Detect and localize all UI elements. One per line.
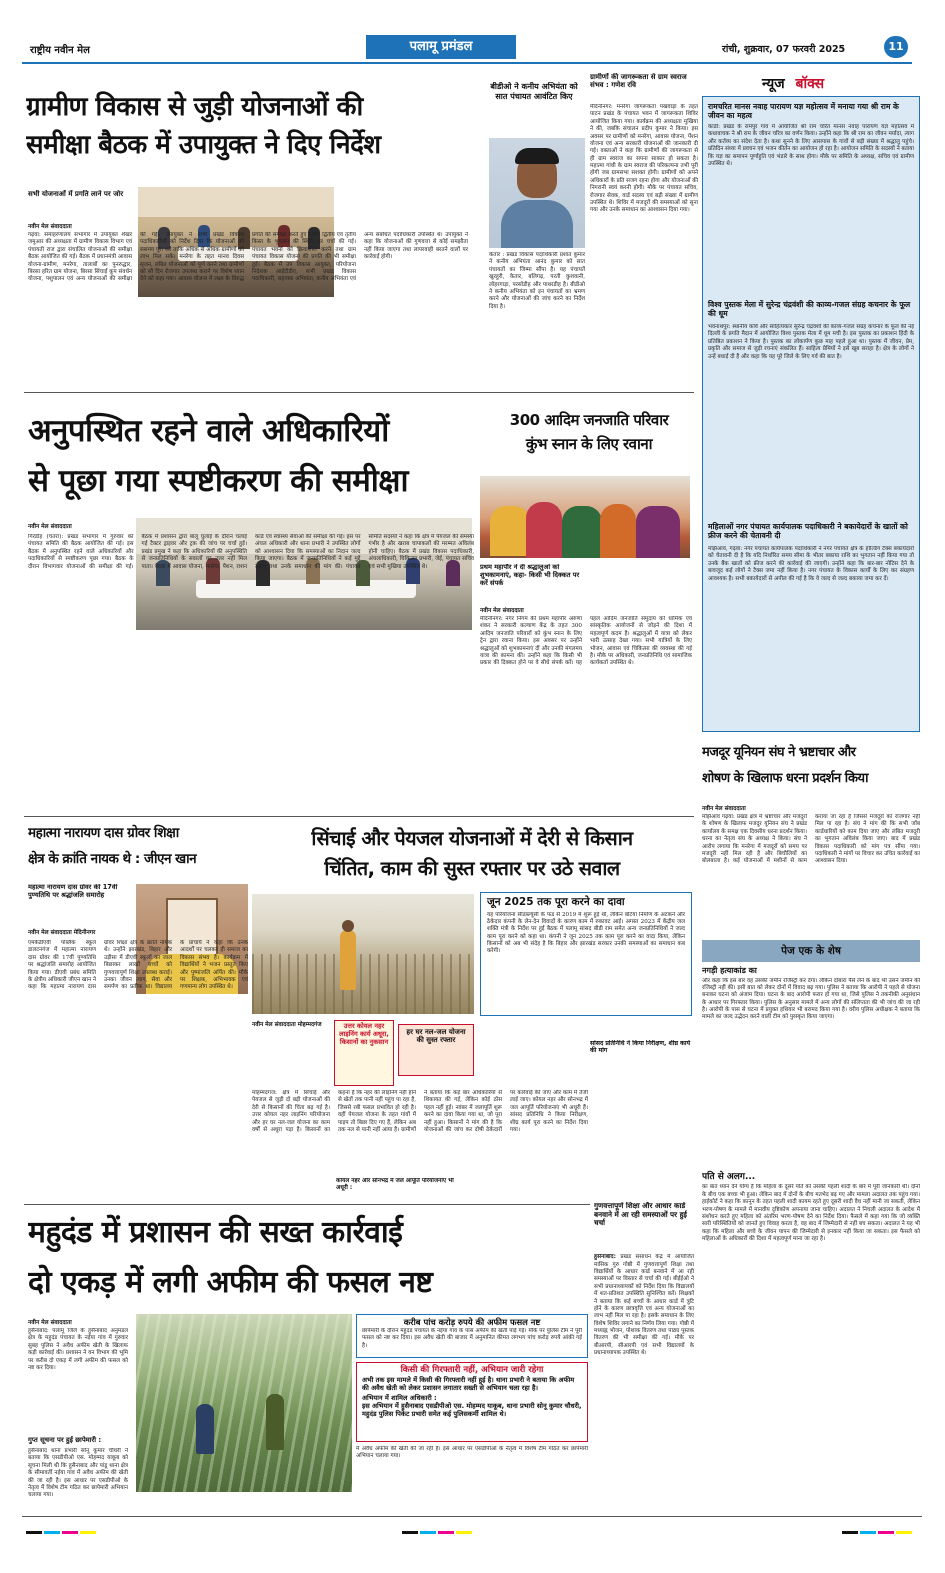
newsbox-item1-title: रामचरित मानस नवाह पारायण यज्ञ महोत्सव में मनाया गया श्री राम के जीवन का महत्व <box>708 102 899 121</box>
newsbox-item3-title: महिलाओं नगर पंचायत कार्यपालक पदाधिकारी ने बकायेदारों के खातों को फ्रीज करने की चेतावनी दी <box>708 522 908 541</box>
irrigation-body: मोहम्मदगंज: क्षेत्र में सिंचाई और पेयजल से जुड़ी दो बड़ी योजनाओं की देरी से किसानों की चिंता बढ़ गई है। उत्तर कोयल नहर लाइनिंग परियोजना और हर घर नल-जल योजना का काम वर्षों से अधूरा पड़ा है। किसानों का कहना है कि नहर की लाइनिंग नहीं होने से खेतों तक पानी नहीं पहुंच पा रहा है, जिससे रबी फसल प्रभावित हो रही है। वहीं पेयजल योजना के तहत गांवों में पाइप तो बिछा दिए गए हैं, लेकिन अब तक नल से पानी नहीं आया है। ग्रामीणों ने बताया कि कई बार अधिकारियों से शिकायत की गई, लेकिन कोई ठोस पहल नहीं हुई। नवंबर में जलापूर्ति शुरू करने का दावा किया गया था, जो पूरा नहीं हुआ। किसानों ने मांग की है कि योजनाओं की जांच कर दोषी ठेकेदारों पर कार्रवाई की जाए और काम में तेजी लाई जाए। कोयल नहर और सोनभद्र में जल आपूर्ति परियोजनाएं भी अधूरी हैं। सांसद प्रतिनिधि ने किया निरीक्षण, शीघ्र कार्य पूरा करने का निर्देश दिया गया। <box>252 1090 588 1133</box>
grover-kicker: महात्मा नारायण दास ग्रोवर की 17वीं पुण्यतिथि पर श्रद्धांजलि समारोह <box>28 884 118 899</box>
opium-headline <box>28 1208 590 1312</box>
irrigation-box-body: यह परियोजना सीडब्ल्यूसी के फंड से 2019 में शुरू हुई थी, लेकिन बंटिया निर्माण के अटकने और ठेकेदार कंपनी के लेन-देन विवादों के कारण काम में रुकावट आई। अगस्त 2023 में केंद्रीय जल शक्ति मंत्री के निर्देश पर हुई बैठक में पलामू सांसद बीडी राम समेत अन्य जनप्रतिनिधियों ने जल्द काम पूरा करने को कहा था। कंपनी ने जून 2025 तक काम पूरा करने का वादा किया, लेकिन किसानों को अब भी संदेह है कि बिहार और झारखंड सरकार उनकी समस्याओं का समाधान कब करेगी। <box>487 911 685 955</box>
opium-box-value-title: करीब पांच करोड़ रुपये की अफीम फसल नष्ट <box>403 1317 541 1327</box>
shesh-item1-title: नगड़ी हत्याकांड का <box>702 966 757 975</box>
education-body-text: प्रखंड संसाधन केंद्र में आयोजित मासिक गुरु गोष्ठी में गुणवत्तापूर्ण शिक्षा तथा विद्यार्थियों के आधार कार्ड बनवाने में आ रही समस्याओं पर विस्तार से चर्चा की गई। बीईईओ ने सभी प्रधानाध्यापकों को निर्देश दिया कि विद्यालयों में शत-प्रतिशत उपस्थिति सुनिश्चित करें। शिक्षकों ने बताया कि कई बच्चों के आधार कार्ड में त्रुटि होने के कारण छात्रवृत्ति एवं अन्य योजनाओं का लाभ नहीं मिल पा रहा है। इसके समाधान के लिए विशेष शिविर लगाने का निर्णय लिया गया। गोष्ठी में मध्याह्न भोजन, पोशाक वितरण तथा पाठ्य पुस्तक वितरण की भी समीक्षा की गई। मौके पर बीआरपी, सीआरपी एवं सभी विद्यालयों के प्रधानाध्यापक उपस्थित थे। <box>594 1254 694 1357</box>
union-headline <box>702 740 920 798</box>
opium-box-value-body: छापेमारी के दौरान महुदंड पंचायत के नईया गांव के पास अफीम की खेती पाई गई। मौके पर पुलिस टीम ने पूरी फसल को नष्ट कर दिया। इस अवैध खेती की बाजार में अनुमानित कीमत लगभग पांच करोड़ रुपये आंकी गई है। <box>362 1328 582 1349</box>
newsbox-item2-title: विश्व पुस्तक मेला में सुरेन्द्र चंद्रवंशी की काव्य-गजल संग्रह कचनार के फूल की धूम <box>708 300 911 319</box>
irrigation-info-box <box>480 892 692 1016</box>
opium-byline: नवीन मेल संवाददाता <box>28 1320 72 1326</box>
page-number: 11 <box>884 36 908 58</box>
story2-headline-line1: अनुपस्थित रहने वाले अधिकारियों <box>28 413 389 449</box>
irrigation-byline: नवीन मेल संवाददाता मोहम्मदगंज <box>252 1022 322 1028</box>
story2-headline <box>28 406 488 510</box>
newsbox-item1-body: कांडी: प्रखंड के रामपुर गांव में आयोजित श्री राम चरित मानस नवाह पारायण यज्ञ महोत्सव में कथावाचक ने श्री राम के जीवन चरित्र का वर्णन किया। उन्होंने कहा कि श्री राम का जीवन मर्यादा, त्याग और कर्तव्य का संदेश देता है। कथा सुनने के लिए आसपास के गांवों से बड़ी संख्या में श्रद्धालु पहुंचे। प्रतिदिन संध्या में प्रवचन एवं भजन कीर्तन का आयोजन हो रहा है। आयोजन समिति के सदस्यों ने बताया कि यज्ञ का समापन पूर्णाहुति एवं भंडारे के साथ होगा। मौके पर समिति के अध्यक्ष, सचिव एवं ग्रामीण उपस्थित थे। <box>708 124 914 167</box>
kumbh-byline: नवीन मेल संवाददाता <box>480 608 524 614</box>
divider-2 <box>24 816 694 817</box>
page-header <box>22 32 922 64</box>
newsbox-label-2: बॉक्स <box>795 76 825 92</box>
opium-body3: में अवैध अफीम की खेती की जा रही है। इस आधार पर एसडीपीओ के नेतृत्व में विशेष टीम गठित कर छापेमारी अभियान चलाया गया। <box>356 1446 588 1460</box>
masthead: राष्ट्रीय नवीन मेल <box>30 45 90 56</box>
irrigation-headline-line2: चिंतित, काम की सुस्त रफ्तार पर उठे सवाल <box>324 857 620 880</box>
opium-box-arrest-title: किसी की गिरफ्तारी नहीं, अभियान जारी रहेगा <box>400 1365 544 1375</box>
story1-headline-line2: समीक्षा बैठक में उपायुक्त ने दिए निर्देश <box>26 130 381 160</box>
story1-headline <box>26 88 476 168</box>
dateline: रांची, शुक्रवार, 07 फरवरी 2025 <box>722 44 846 55</box>
kumbh-group-photo <box>480 476 690 558</box>
shesh-item2-title: पति से अलग... <box>702 1171 756 1182</box>
divider-1 <box>24 392 694 393</box>
irrigation-headline <box>252 824 692 886</box>
irrigation-headline-line1: सिंचाई और पेयजल योजनाओं में देरी से किसान <box>311 827 633 850</box>
newsbox-label-1: न्यूज <box>762 76 785 92</box>
story1-headline-line1: ग्रामीण विकास से जुड़ी योजनाओं की <box>26 92 363 122</box>
irrigation-tag-mp: सांसद प्रतिनिधि ने किया निरीक्षण, शीघ्र कार्य की मांग <box>590 1040 691 1055</box>
opium-headline-line1: महुदंड में प्रशासन की सख्त कार्रवाई <box>28 1215 403 1250</box>
color-bar-right <box>842 1523 914 1534</box>
section-label: पलामू प्रमंडल <box>366 35 516 59</box>
union-byline: नवीन मेल संवाददाता <box>702 806 746 812</box>
opium-headline-line2: दो एकड़ में लगी अफीम की फसल नष्ट <box>28 1265 433 1300</box>
bdo-headline: बीडीओ ने कनीय अभियंता को सात पंचायत आवंटित किए <box>490 82 578 101</box>
gramsabha-headline: ग्रामीणों की जागरूकता से ग्राम स्वराज संभव : गणेश रवि <box>590 73 687 90</box>
irrigation-tag-canal: उत्तर कोयल नहर लाइनिंग कार्य अधूरा, किसानों का नुकसान <box>334 1020 394 1086</box>
newsbox-item2-body: भवनाथपुर: स्थानीय कवि और साहित्यकार सुरेन्द्र चंद्रवंशी की काव्य-गजल संग्रह कचनार के फूल की नई दिल्ली के प्रगति मैदान में आयोजित विश्व पुस्तक मेला में धूम मची है। इस पुस्तक का प्रकाशन हिंदी के प्रतिष्ठित प्रकाशन ने किया है। पुस्तक का लोकार्पण कुछ माह पहले हुआ था। पुस्तक में जीवन, प्रेम, प्रकृति और समाज से जुड़ी रचनाएं संकलित हैं। साहित्य प्रेमियों ने इसे खूब सराहा है। क्षेत्र के लोगों ने उन्हें बधाई दी है और कहा कि यह पूरे जिले के लिए गर्व की बात है। <box>708 324 914 360</box>
story2-byline: नवीन मेल संवाददाता <box>28 524 72 530</box>
kumbh-kicker: प्रथम महापौर ने दी श्रद्धालुओं को शुभकामनाएं, कहा- किसी भी दिक्कत पर करें संपर्क <box>480 564 580 587</box>
divider-3 <box>24 1204 590 1205</box>
newsbox-label <box>762 74 824 93</box>
opium-box-arrest <box>356 1362 588 1442</box>
page-footer <box>22 1516 922 1534</box>
opium-box-arrest-kicker: अभियान में शामिल अधिकारी : <box>362 1394 437 1403</box>
opium-body: हुसैनाबाद: पलामू जिले के हुसैनाबाद अनुमंडल क्षेत्र के महुदंड पंचायत के नईया गांव में गुरुवार सुबह पुलिस ने अवैध अफीम खेती के खिलाफ कड़ी कार्रवाई की। प्रशासन ने वन विभाग की भूमि पर करीब दो एकड़ में लगी अफीम की फसल को नष्ट कर दिया। <box>28 1328 128 1371</box>
union-headline-line1: मजदूर यूनियन संघ ने भ्रष्टाचार और <box>702 745 856 760</box>
page-shesh <box>702 940 920 1500</box>
education-body <box>594 1254 694 1502</box>
kumbh-headline-line2: कुंभ स्नान के लिए रवाना <box>525 435 653 453</box>
opium-body2: हुसैनाबाद थाना प्रभारी सोनू कुमार चौधरी ने बताया कि एसडीपीओ एस. मोहम्मद याकूब को सूचना मिली थी कि हुसैनाबाद और पांडू थाना क्षेत्र के सीमावर्ती नईया गांव में अवैध अफीम की खेती की जा रही है। इस आधार पर एसडीपीओ के नेतृत्व में विशेष टीम गठित कर छापेमारी अभियान चलाया गया। <box>28 1448 128 1499</box>
irrigation-tag-nal-jal: हर घर नल-जल योजना की सुस्त रफ्तार <box>398 1024 474 1076</box>
story1-body: गढ़वा: समाहरणालय सभागार में उपायुक्त शेखर जमुआर की अध्यक्षता में ग्रामीण विकास विभाग एवं पंचायती राज द्वारा संचालित योजनाओं की समीक्षा बैठक आयोजित की गई। बैठक में प्रधानमंत्री आवास योजना-ग्रामीण, मनरेगा, तालाबों का पुनरुद्धार, बिरसा हरित ग्राम योजना, बिरसा सिंचाई कूप संवर्धन योजना, पशुपालन एवं अन्य योजनाओं की समीक्षा की गई। उपायुक्त ने सभी प्रखंड विकास पदाधिकारियों को निर्देश दिया कि योजनाओं को ससमय पूरा करें ताकि अधिक से अधिक ग्रामीणों को लाभ मिल सके। मनरेगा के तहत मानव दिवस सृजन, लंबित योजनाओं को पूर्ण करने तथा ग्रामीणों को सौ दिन रोजगार उपलब्ध कराने पर विशेष ध्यान देने को कहा गया। आवास योजना में लक्ष्य के विरुद्ध प्रगति की समीक्षा करते हुए प्रथम, द्वितीय एवं तृतीय किस्त के भुगतान की स्थिति पर चर्चा की गई। पंचायत भवनों को क्रियाशील करने तथा ग्राम पंचायत विकास योजना की प्रगति की भी समीक्षा हुई। बैठक में उप विकास आयुक्त, परियोजना निदेशक आईटीडीए, सभी प्रखंड विकास पदाधिकारी, सहायक अभियंता, कनीय अभियंता एवं अन्य संबंधित पदाधिकारी उपस्थित थे। उपायुक्त ने कहा कि योजनाओं की गुणवत्ता से कोई समझौता नहीं किया जाएगा तथा लापरवाही बरतने वालों पर कार्रवाई होगी। <box>28 232 468 283</box>
kumbh-headline <box>484 408 694 470</box>
irrigation-field-photo <box>252 894 474 1014</box>
newsbox-item3-body: मझिआंव, गढ़वा: नगर पंचायत कार्यपालक पदाधिकारी ने नगर पंचायत क्षेत्र के होल्डिंग टैक्स बकायेदारों को चेतावनी दी है कि यदि निर्धारित समय सीमा के भीतर बकाया राशि का भुगतान नहीं किया गया तो उनके बैंक खातों को फ्रीज करने की कार्रवाई की जाएगी। उन्होंने कहा कि बार-बार नोटिस देने के बावजूद कई लोगों ने टैक्स जमा नहीं किया है। नगर पंचायत के विकास कार्यों के लिए कर संग्रहण आवश्यक है। सभी बकायेदारों से अपील की गई है कि वे जल्द से जल्द बकाया जमा कर दें। <box>708 546 914 582</box>
bdo-portrait-photo <box>489 138 585 248</box>
story2-body: गिरडीह (चतरा): प्रखंड सभागार में गुरुवार को पंचायत समिति की बैठक आयोजित की गई। इस बैठक में अनुपस्थित रहने वाले अधिकारियों और पदाधिकारियों से स्पष्टीकरण पूछा गया। बैठक के दौरान विभागवार योजनाओं की समीक्षा की गई। बैठक में प्रशासन द्वारा बालू घुलाई के दौरान चलाई गई टैक्टर ड्राइवर और ट्रक की जांच पर चर्चा हुई। प्रखंड प्रमुख ने कहा कि अधिकारियों की अनुपस्थिति से जनप्रतिनिधियों के सवालों का उत्तर नहीं मिल पाता। बैठक में आवास योजना, मनरेगा, पेंशन, राशन कार्ड एवं स्वास्थ्य सेवाओं की समीक्षा की गई। इस पर अंचल अधिकारी और थाना प्रभारी ने उपस्थित लोगों को आश्वासन दिया कि समस्याओं का निदान जल्द किया जाएगा। बैठक में जनप्रतिनिधियों ने कई मुद्दे उठाए तथा उनके समाधान की मांग की। पंचायत समिति सदस्यों ने कहा कि क्षेत्र में पेयजल की समस्या गंभीर है और खराब चापाकलों की मरम्मत अविलंब होनी चाहिए। बैठक में प्रखंड विकास पदाधिकारी, अंचलाधिकारी, चिकित्सा प्रभारी, जेई, पंचायत सचिव एवं सभी मुखिया उपस्थित थे। <box>28 534 474 570</box>
grover-headline <box>28 820 248 876</box>
education-headline: गुणवत्तापूर्ण शिक्षा और आधार कार्ड बनवाने में आ रही समस्याओं पर हुई चर्चा <box>594 1202 687 1228</box>
irrigation-tag-koel: कोयल नहर और सोनभद्र में जल आपूर्ति परियोजनाएं भी अधूरी : <box>336 1178 454 1191</box>
grover-headline-line1: महात्मा नारायण दास ग्रोवर शिक्षा <box>28 825 179 841</box>
irrigation-box-title: जून 2025 तक पूरा करने का दावा <box>487 896 625 908</box>
color-bar-center <box>402 1523 474 1534</box>
opium-box-value <box>356 1314 588 1358</box>
story2-headline-line2: से पूछा गया स्पष्टीकरण की समीक्षा <box>28 463 409 499</box>
union-body: मझिआंव गढ़वा: प्रखंड क्षेत्र में भ्रष्टाचार और मजदूरों के शोषण के खिलाफ मजदूर यूनियन संघ ने प्रखंड कार्यालय के समक्ष एक दिवसीय धरना प्रदर्शन किया। धरना का नेतृत्व संघ के अध्यक्ष ने किया। संघ ने आरोप लगाया कि मनरेगा में मजदूरों को समय पर मजदूरी नहीं मिल रही है और बिचौलियों का बोलबाला है। कई योजनाओं में मशीनों से काम कराया जा रहा है जिससे मजदूरों को रोजगार नहीं मिल पा रहा है। संघ ने मांग की कि सभी जॉब कार्डधारियों को काम दिया जाए और लंबित मजदूरी का भुगतान अविलंब किया जाए। बाद में प्रखंड विकास पदाधिकारी को मांग पत्र सौंपा गया। पदाधिकारी ने मांगों पर विचार कर उचित कार्रवाई का आश्वासन दिया। <box>702 814 920 865</box>
union-headline-line2: शोषण के खिलाफ धरना प्रदर्शन किया <box>702 771 868 786</box>
education-byline: हुसैनाबाद: <box>594 1254 616 1260</box>
bdo-caption: केतार : प्रखंड विकास पदाधिकारी प्रशांत कुमार ने कनीय अभियंता आनंद कुमार को सात पंचायतों का जिम्मा सौंपा है। यह पंचायतें खुरहुरी, केतार, बलिगढ़, परती कुशवानी, लोहरगाड़ा, परसोडीह और पाथरडीह है। बीडीओ ने कनीय अभियंता को इन पंचायतों का भ्रमण करने और योजनाओं की जांच करने का निर्देश दिया है। <box>489 252 585 310</box>
grover-headline-line2: क्षेत्र के क्रांति नायक थे : जीएन खान <box>28 851 197 867</box>
opium-field-photo <box>136 1314 352 1492</box>
header-rule <box>22 62 912 64</box>
opium-box-arrest-tail: इस अभियान में हुसैनाबाद एसडीपीओ एस. मोहम्मद याकूब, थाना प्रभारी सोनू कुमार चौधरी, महुदंड पुलिस पिकेट प्रभारी समेत कई पुलिसकर्मी शामिल थे। <box>362 1402 582 1418</box>
gramsabha-body: मेदिनीनगर: मनरेगा जागरूकता पखवाड़ा के तहत पाटन प्रखंड के पंचायत भवन में जागरूकता शिविर आयोजित किया गया। कार्यक्रम की अध्यक्षता मुखिया ने की, जबकि संचालन प्रदीप कुमार ने किया। इस अवसर पर ग्रामीणों को मनरेगा, आवास योजना, पेंशन योजना एवं अन्य सरकारी योजनाओं की जानकारी दी गई। वक्ताओं ने कहा कि ग्रामीणों की जागरूकता से ही ग्राम स्वराज का सपना साकार हो सकता है। महात्मा गांधी के ग्राम स्वराज की परिकल्पना तभी पूरी होगी जब ग्रामसभा सशक्त होगी। ग्रामीणों को अपने अधिकारों के प्रति सजग रहना होगा और योजनाओं की निगरानी स्वयं करनी होगी। मौके पर पंचायत सचिव, रोजगार सेवक, वार्ड सदस्य एवं बड़ी संख्या में ग्रामीण उपस्थित थे। शिविर में मजदूरों की समस्याओं को सुना गया और उनके समाधान का आश्वासन दिया गया। <box>590 104 698 214</box>
grover-body: एमकेडीएवी पब्लिक स्कूल डालटनगंज में महात्मा नारायण दास ग्रोवर की 17वीं पुण्यतिथि पर श्रद्धांजलि समारोह आयोजित किया गया। डीएवी प्रबंध समिति के क्षेत्रीय अधिकारी जीएन खान ने कहा कि महात्मा नारायण दास ग्रोवर शिक्षा क्षेत्र के क्रांति नायक थे। उन्होंने झारखंड, बिहार और उड़ीसा में डीएवी स्कूलों का जाल बिछाकर लाखों बच्चों को गुणवत्तापूर्ण शिक्षा उपलब्ध कराई। उनका जीवन त्याग, सेवा और समर्पण का प्रतीक था। विद्यालय के प्राचार्य ने कहा कि उनके आदर्शों पर चलकर ही समाज का विकास संभव है। कार्यक्रम में विद्यार्थियों ने भजन प्रस्तुत किए और पुष्पांजलि अर्पित की। मौके पर शिक्षक, अभिभावक एवं गणमान्य लोग उपस्थित थे। <box>28 940 248 991</box>
story1-kicker: सभी योजनाओं में प्रगति लाने पर जोर <box>28 190 124 198</box>
newsbox <box>702 72 920 732</box>
shesh-item1-body: और कहा कि इस बार वह उसकी जमीन रजिस्ट्री कर देगा। लेकिन दोबारा पैसे लेने के बाद भी उसने जमीन की रजिस्ट्री नहीं की। इसी बात को लेकर दोनों में विवाद बढ़ गया। पुलिस ने बताया कि आरोपी ने पहले से योजना बनाकर घटना को अंजाम दिया। घटना के बाद आरोपी फरार हो गया था, जिसे पुलिस ने तकनीकी अनुसंधान के आधार पर गिरफ्तार किया। पुलिस के अनुसार मामले में अन्य लोगों की संलिप्तता की भी जांच की जा रही है। आरोपी के पास से घटना में प्रयुक्त हथियार भी बरामद किया गया है। वरीय पुलिस अधीक्षक ने बताया कि मामले का जल्द उद्भेदन करने वाली टीम को पुरस्कृत किया जाएगा। <box>702 977 920 1021</box>
color-bar-left <box>26 1523 98 1534</box>
kumbh-headline-line1: 300 आदिम जनजाति परिवार <box>509 411 669 429</box>
kumbh-body: मेदिनीनगर: नगर निगम की प्रथम महापौर अरुणा शंकर ने सरकारी कल्याण केंद्र के तहत 300 आदिम जनजाति परिवारों को कुंभ स्नान के लिए ट्रेन द्वारा रवाना किया। इस अवसर पर उन्होंने श्रद्धालुओं को शुभकामनाएं दीं और उनकी मंगलमय यात्रा की कामना की। उन्होंने कहा कि किसी भी प्रकार की दिक्कत होने पर वे सीधे संपर्क करें। यह पहल आदिम जनजाति समुदाय को धार्मिक एवं सांस्कृतिक आयोजनों से जोड़ने की दिशा में महत्वपूर्ण कदम है। श्रद्धालुओं में यात्रा को लेकर भारी उत्साह देखा गया। सभी यात्रियों के लिए भोजन, आवास एवं चिकित्सा की व्यवस्था की गई है। मौके पर अधिकारी, जनप्रतिनिधि एवं सामाजिक कार्यकर्ता उपस्थित थे। <box>480 616 692 667</box>
opium-box-arrest-body: अभी तक इस मामले में किसी की गिरफ्तारी नहीं हुई है। थाना प्रभारी ने बताया कि अफीम की अवैध खेती को लेकर प्रशासन लगातार सख्ती से अभियान चला रहा है। <box>362 1376 575 1393</box>
page-shesh-label: पेज एक के शेष <box>702 940 920 962</box>
shesh-item2-body: का बात ध्यान देने योग्य है कि महिला के दूसरे पति को उसकी पहली शादी के बारे में पूरी जानकारी थी। दोनों के बीच एक बच्चा भी हुआ। लेकिन बाद में दोनों के बीच मतभेद बढ़ गए और मामला अदालत तक पहुंच गया। हाईकोर्ट ने कहा कि कानून के तहत पहली शादी कायम रहते हुए दूसरी शादी वैध नहीं मानी जा सकती, लेकिन भरण-पोषण के मामले में मानवीय दृष्टिकोण अपनाया जाना चाहिए। अदालत ने निचली अदालत के आदेश में संशोधन करते हुए महिला को अंतरिम भरण-पोषण देने का निर्देश दिया। फैसले में कहा गया कि जो व्यक्ति सारी परिस्थितियों को जानते हुए विवाह करता है, वह बाद में जिम्मेदारी से नहीं बच सकता। अदालत ने यह भी कहा कि महिला और बच्चे के जीवन यापन की जिम्मेदारी से इनकार नहीं किया जा सकता। इस फैसले को महिलाओं के अधिकारों की दिशा में महत्वपूर्ण माना जा रहा है। <box>702 1184 920 1243</box>
opium-kicker: गुप्त सूचना पर हुई छापेमारी : <box>28 1436 102 1444</box>
story1-byline: नवीन मेल संवाददाता <box>28 224 72 230</box>
grover-byline: नवीन मेल संवाददाता मेदिनीनगर <box>28 930 96 936</box>
